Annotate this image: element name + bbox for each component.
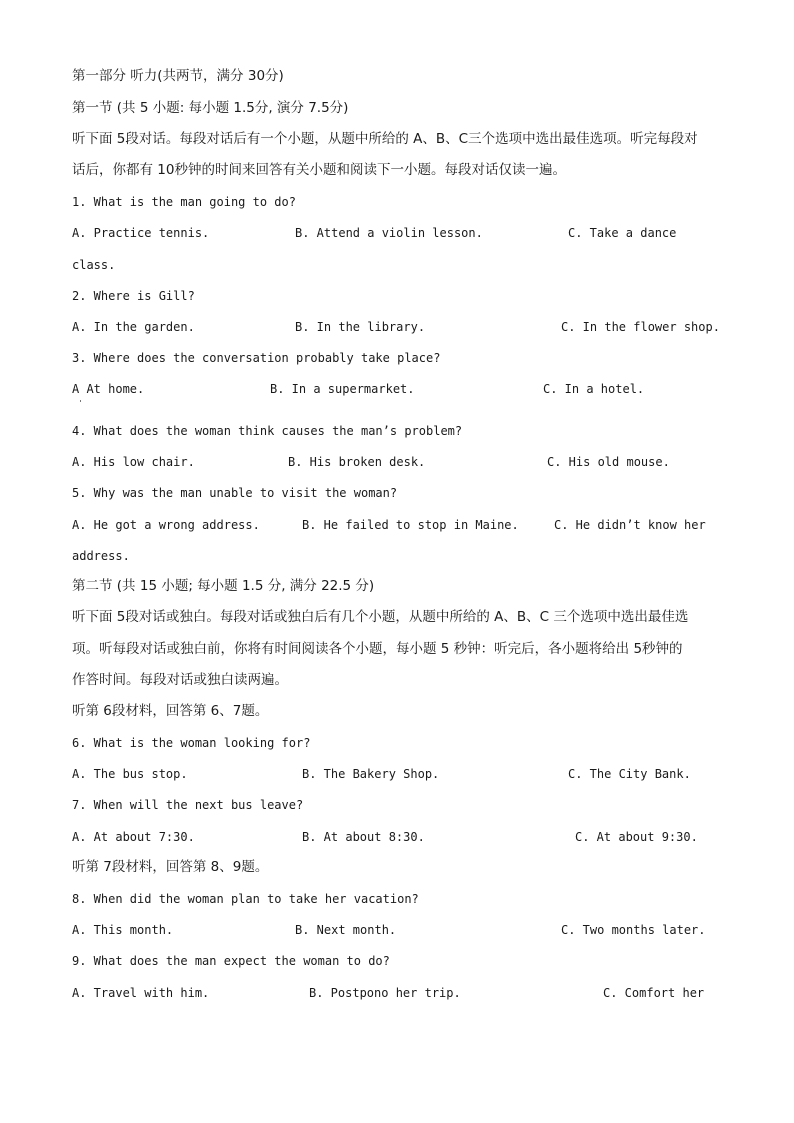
q1-option-a: A. Practice tennis. (72, 226, 210, 240)
q9-option-b: B. Postpono her trip. (309, 986, 461, 1000)
question-9: 9. What does the man expect the woman to do? (72, 954, 390, 968)
q7-option-a: A. At about 7:30. (72, 830, 195, 844)
material-6-heading: 听第 6段材料，回答第 6、7题。 (72, 703, 269, 719)
question-1: 1. What is the man going to do? (72, 195, 296, 209)
q4-option-b: B. His broken desk. (288, 455, 426, 469)
q1-option-b: B. Attend a violin lesson. (295, 226, 483, 240)
q6-option-c: C. The City Bank. (568, 767, 691, 781)
section2-instructions-line3: 作答时间。每段对话或独白读两遍。 (72, 672, 288, 688)
section2-instructions-line2: 项。听每段对话或独白前，你将有时间阅读各个小题，每小题 5 秒钟：听完后，各小题将给出 5秒钟的 (72, 641, 683, 657)
q2-option-c: C. In the flower shop. (561, 320, 720, 334)
question-6: 6. What is the woman looking for? (72, 736, 311, 750)
section1-instructions-line1: 听下面 5段对话。每段对话后有一个小题，从题中所给的 A、B、C三个选项中选出最佳选项。听完每段对 (72, 131, 698, 147)
question-3: 3. Where does the conversation probably take place? (72, 351, 441, 365)
q9-option-a: A. Travel with him. (72, 986, 210, 1000)
q8-option-c: C. Two months later. (561, 923, 706, 937)
question-2: 2. Where is Gill? (72, 289, 195, 303)
q1-option-c: C. Take a dance (568, 226, 677, 240)
q8-option-b: B. Next month. (295, 923, 397, 937)
part1-title: 第一部分 听力(共两节，满分 30分) (72, 68, 284, 84)
section1-title: 第一节 (共 5 小题: 每小题 1.5分, 演分 7.5分) (72, 100, 349, 116)
question-5: 5. Why was the man unable to visit the woman? (72, 486, 398, 500)
question-8: 8. When did the woman plan to take her vacation? (72, 892, 419, 906)
q5-option-c: C. He didn’t know her (554, 518, 706, 532)
q6-option-a: A. The bus stop. (72, 767, 188, 781)
q5-option-b: B. He failed to stop in Maine. (302, 518, 519, 532)
q1-option-c-continued: class. (72, 258, 116, 272)
q8-option-a: A. This month. (72, 923, 174, 937)
q3-option-c: C. In a hotel. (543, 382, 645, 396)
q6-option-b: B. The Bakery Shop. (302, 767, 440, 781)
material-7-heading: 听第 7段材料，回答第 8、9题。 (72, 859, 269, 875)
q4-option-c: C. His old mouse. (547, 455, 670, 469)
q2-option-b: B. In the library. (295, 320, 426, 334)
q3-option-a: A At home. (72, 382, 145, 396)
q4-option-a: A. His low chair. (72, 455, 195, 469)
q7-option-c: C. At about 9:30. (575, 830, 698, 844)
q2-option-a: A. In the garden. (72, 320, 195, 334)
q7-option-b: B. At about 8:30. (302, 830, 425, 844)
section2-title: 第二节 (共 15 小题; 每小题 1.5 分, 满分 22.5 分) (72, 578, 375, 594)
stray-mark (80, 400, 81, 402)
section2-instructions-line1: 听下面 5段对话或独白。每段对话或独白后有几个小题，从题中所给的 A、B、C 三个选项中选出最佳选 (72, 609, 689, 625)
question-7: 7. When will the next bus leave? (72, 798, 304, 812)
q3-option-b: B. In a supermarket. (270, 382, 415, 396)
section1-instructions-line2: 话后，你都有 10秒钟的时间来回答有关小题和阅读下一小题。每段对话仅读一遍。 (72, 162, 566, 178)
q5-option-a: A. He got a wrong address. (72, 518, 260, 532)
q5-option-c-continued: address. (72, 549, 130, 563)
question-4: 4. What does the woman think causes the man’s problem? (72, 424, 463, 438)
q9-option-c: C. Comfort her (603, 986, 705, 1000)
